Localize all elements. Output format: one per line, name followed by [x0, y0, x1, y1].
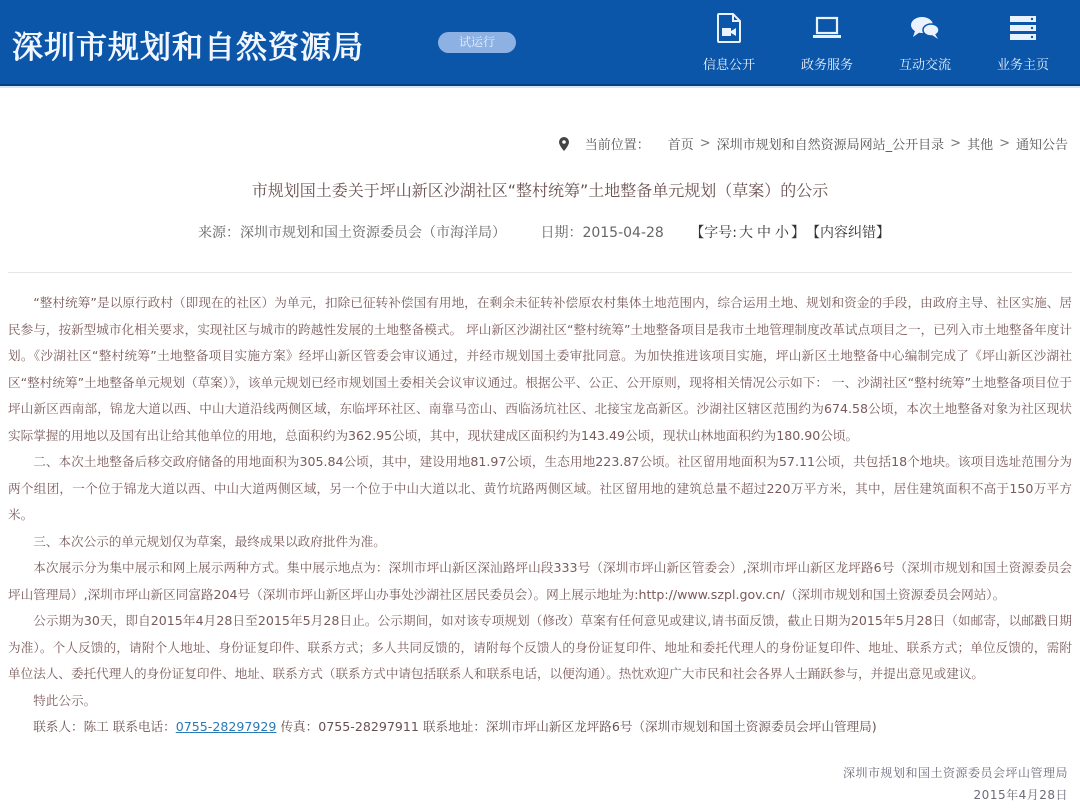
nav-item-government-services[interactable] — [778, 10, 876, 73]
site-header — [0, 0, 1080, 86]
document-video-icon — [680, 10, 778, 46]
nav-item-interaction[interactable] — [876, 10, 974, 73]
breadcrumb-other[interactable]: 其他 — [967, 138, 994, 153]
breadcrumb-separator: > — [699, 136, 711, 151]
paragraph-closing: 特此公示。 — [33, 692, 97, 708]
address-label: 联系地址： — [422, 719, 486, 734]
signature-date: 2015年4月28日 — [973, 788, 1068, 802]
paragraph-intro: “整村统筹”是以原行政村（即现在的社区）为单元，扣除已征转补偿国有用地，在剩余未征转补偿原农村集体土地范围内，综合运用土地、规划和资金的手段，由政府主导、社区实施、居民参与，按新型城市化相关要求，实现社区与城市的跨越性发展的土地整备模式。 坪山新区沙湖社区“整村统筹”土地整备项目是我市土地管理制度改革试点项目之一，已列入市土地整备年度计划。《沙湖社区“整村统筹”土地整备项目实施方案》经坪山新区管委会审议通过，并经市规划国土委审批同意。为加快推进该项目实施，坪山新区土地整备中心编制完成了《坪山新区沙湖社区“整村统筹”土地整备单元规划（草案）》，该单元规划已经市规划国土委相关会议审议通过。根据公平、公正、公开原则，现将相关情况公示如下： 一、沙湖社区“整村统筹”土地整备项目位于坪山新区西南部，锦龙大道以西、中山大道沿线两侧区域，东临坪环社区、南靠马峦山、西临汤坑社区、北接宝龙高新区。沙湖社区辖区范围约为674.58公顷，本次土地整备对象为社区现状实际掌握的用地以及国有出让给其他单位的用地，总面积约为362.95公顷，其中，现状建成区面积约为143.49公顷，现状山林地面积约为180.90公顷。 — [8, 295, 1072, 443]
date — [540, 225, 663, 241]
content-correction-link[interactable]: 【内容纠错】 — [813, 225, 890, 241]
nav-label: 业务主页 — [996, 58, 1049, 73]
nav-item-business-home[interactable] — [974, 10, 1072, 73]
article-meta — [0, 222, 1080, 242]
source-value: 深圳市规划和国土资源委员会（市海洋局） — [240, 225, 506, 241]
content-divider — [8, 272, 1072, 273]
source-label: 来源： — [198, 225, 240, 241]
signature-org: 深圳市规划和国土资源委员会坪山管理局 — [842, 766, 1068, 780]
nav-label: 信息公开 — [702, 58, 755, 73]
contact-line — [8, 714, 1072, 741]
chat-bubbles-icon — [876, 10, 974, 46]
laptop-icon — [778, 10, 876, 46]
date-label: 日期： — [540, 225, 583, 241]
contact-phone-link[interactable]: 0755-28297929 — [175, 719, 277, 734]
breadcrumb-label: 当前位置： — [584, 138, 650, 153]
font-size-close: 】 — [791, 225, 805, 241]
date-value: 2015-04-28 — [582, 225, 664, 241]
breadcrumb-separator: > — [950, 136, 962, 151]
nav-label: 互动交流 — [898, 58, 951, 73]
nav-label: 政务服务 — [800, 58, 853, 73]
breadcrumb-notices[interactable]: 通知公告 — [1015, 138, 1068, 153]
fax-value: 0755-28297911 — [318, 719, 419, 734]
trial-badge: 试运行 — [438, 32, 516, 53]
top-nav — [680, 10, 1072, 73]
paragraph-period: 公示期为30天，即自2015年4月28日至2015年5月28日止。公示期间，如对该专项规划（修改）草案有任何意见或建议,请书面反馈，截止日期为2015年5月28日（如邮寄，以邮戳日期为准）。个人反馈的，请附个人地址、身份证复印件、联系方式；多人共同反馈的，请附每个反馈人的身份证复印件、地址和委托代理人的身份证复印件、地址、联系方式；单位反馈的，需附单位法人、委托代理人的身份证复印件、地址、联系方式（联系方式中请包括联系人和联系电话，以便沟通）。热忱欢迎广大市民和社会各界人士踊跃参与，并提出意见或建议。 — [8, 613, 1072, 681]
paragraph-two: 二、本次土地整备后移交政府储备的用地面积为305.84公顷，其中，建设用地81.97公顷，生态用地223.87公顷。社区留用地面积为57.11公顷，共包括18个地块。该项目选址范围分为两个组团，一个位于锦龙大道以西、中山大道两侧区域，另一个位于中山大道以北、黄竹坑路两侧区域。社区留用地的建筑总量不超过220万平方米，其中，居住建筑面积不高于150万平方米。 — [8, 454, 1072, 522]
nav-item-info-disclosure[interactable] — [680, 10, 778, 73]
location-pin-icon — [559, 137, 569, 151]
signature-block — [843, 762, 1068, 806]
font-size-medium[interactable]: 中 — [757, 225, 771, 241]
font-size-label: 【字号: — [690, 225, 737, 241]
server-stack-icon — [974, 10, 1072, 46]
font-size-switcher — [690, 225, 805, 241]
breadcrumb — [559, 134, 1068, 153]
breadcrumb-public-catalog[interactable]: 深圳市规划和自然资源局网站_公开目录 — [716, 138, 945, 153]
site-title[interactable]: 深圳市规划和自然资源局 — [12, 30, 364, 66]
breadcrumb-home[interactable]: 首页 — [667, 138, 694, 153]
contact-person: 陈工 — [83, 719, 109, 734]
article-title: 市规划国土委关于坪山新区沙湖社区“整村统筹”土地整备单元规划（草案）的公示 — [251, 181, 829, 200]
fax-label: 传真： — [280, 719, 319, 734]
source — [198, 225, 506, 241]
paragraph-three: 三、本次公示的单元规划仅为草案，最终成果以政府批件为准。 — [33, 533, 386, 549]
paragraph-display: 本次展示分为集中展示和网上展示两种方式。集中展示地点为：深圳市坪山新区深汕路坪山段333号（深圳市坪山新区管委会）,深圳市坪山新区龙坪路6号（深圳市规划和国土资源委员会坪山管理局）,深圳市坪山新区同富路204号（深圳市坪山新区坪山办事处沙湖社区居民委员会）。网上展示地址为:http://www.szpl.gov.cn/（深圳市规划和国土资源委员会网站）。 — [8, 560, 1072, 602]
article-body — [8, 290, 1072, 741]
header-divider — [0, 86, 1080, 88]
address-value: 深圳市坪山新区龙坪路6号（深圳市规划和国土资源委员会坪山管理局) — [485, 719, 877, 734]
font-size-small[interactable]: 小 — [775, 225, 789, 241]
contact-phone-label: 联系电话： — [112, 719, 176, 734]
font-size-large[interactable]: 大 — [739, 225, 753, 241]
breadcrumb-separator: > — [999, 136, 1010, 151]
contact-person-label: 联系人： — [33, 719, 84, 734]
